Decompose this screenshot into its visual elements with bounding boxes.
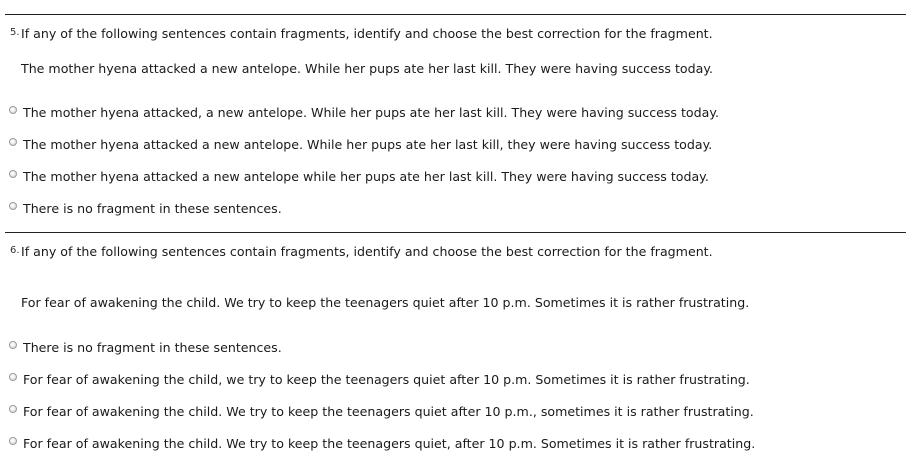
radio-button[interactable]	[9, 373, 17, 381]
answer-choice[interactable]	[9, 137, 712, 152]
radio-button[interactable]	[9, 106, 17, 114]
answer-choice-label: There is no fragment in these sentences.	[23, 201, 282, 216]
answer-choice-label: For fear of awakening the child, we try to keep the teenagers quiet after 10 p.m. Sometimes it is rather frustrating.	[23, 372, 750, 387]
radio-button[interactable]	[9, 170, 17, 178]
question-number: 5.	[10, 27, 20, 38]
answer-choice-label: For fear of awakening the child. We try to keep the teenagers quiet after 10 p.m., sometimes it is rather frustrating.	[23, 404, 754, 419]
radio-button[interactable]	[9, 437, 17, 445]
question-passage: The mother hyena attacked a new antelope. While her pups ate her last kill. They were having success today.	[21, 61, 713, 76]
answer-choice[interactable]	[9, 201, 282, 216]
question-divider	[5, 14, 906, 15]
question-number: 6.	[10, 245, 20, 256]
answer-choice[interactable]	[9, 169, 709, 184]
radio-button[interactable]	[9, 341, 17, 349]
answer-choice[interactable]	[9, 436, 755, 451]
answer-choice-label: The mother hyena attacked a new antelope. While her pups ate her last kill, they were having success today.	[23, 137, 713, 152]
answer-choice-label: The mother hyena attacked a new antelope while her pups ate her last kill. They were having success today.	[23, 169, 709, 184]
question-divider	[5, 232, 906, 233]
question-prompt: If any of the following sentences contain fragments, identify and choose the best correction for the fragment.	[21, 26, 713, 41]
answer-choice[interactable]	[9, 404, 754, 419]
answer-choice[interactable]	[9, 105, 719, 120]
radio-button[interactable]	[9, 405, 17, 413]
question-prompt: If any of the following sentences contain fragments, identify and choose the best correction for the fragment.	[21, 244, 713, 259]
answer-choice[interactable]	[9, 372, 750, 387]
radio-button[interactable]	[9, 202, 17, 210]
answer-choice-label: There is no fragment in these sentences.	[23, 340, 282, 355]
question-passage: For fear of awakening the child. We try to keep the teenagers quiet after 10 p.m. Sometimes it is rather frustrating.	[21, 295, 750, 310]
answer-choice-label: The mother hyena attacked, a new antelope. While her pups ate her last kill. They were having success today.	[23, 105, 720, 120]
radio-button[interactable]	[9, 138, 17, 146]
answer-choice[interactable]	[9, 340, 282, 355]
answer-choice-label: For fear of awakening the child. We try to keep the teenagers quiet, after 10 p.m. Sometimes it is rather frustrating.	[23, 436, 756, 451]
